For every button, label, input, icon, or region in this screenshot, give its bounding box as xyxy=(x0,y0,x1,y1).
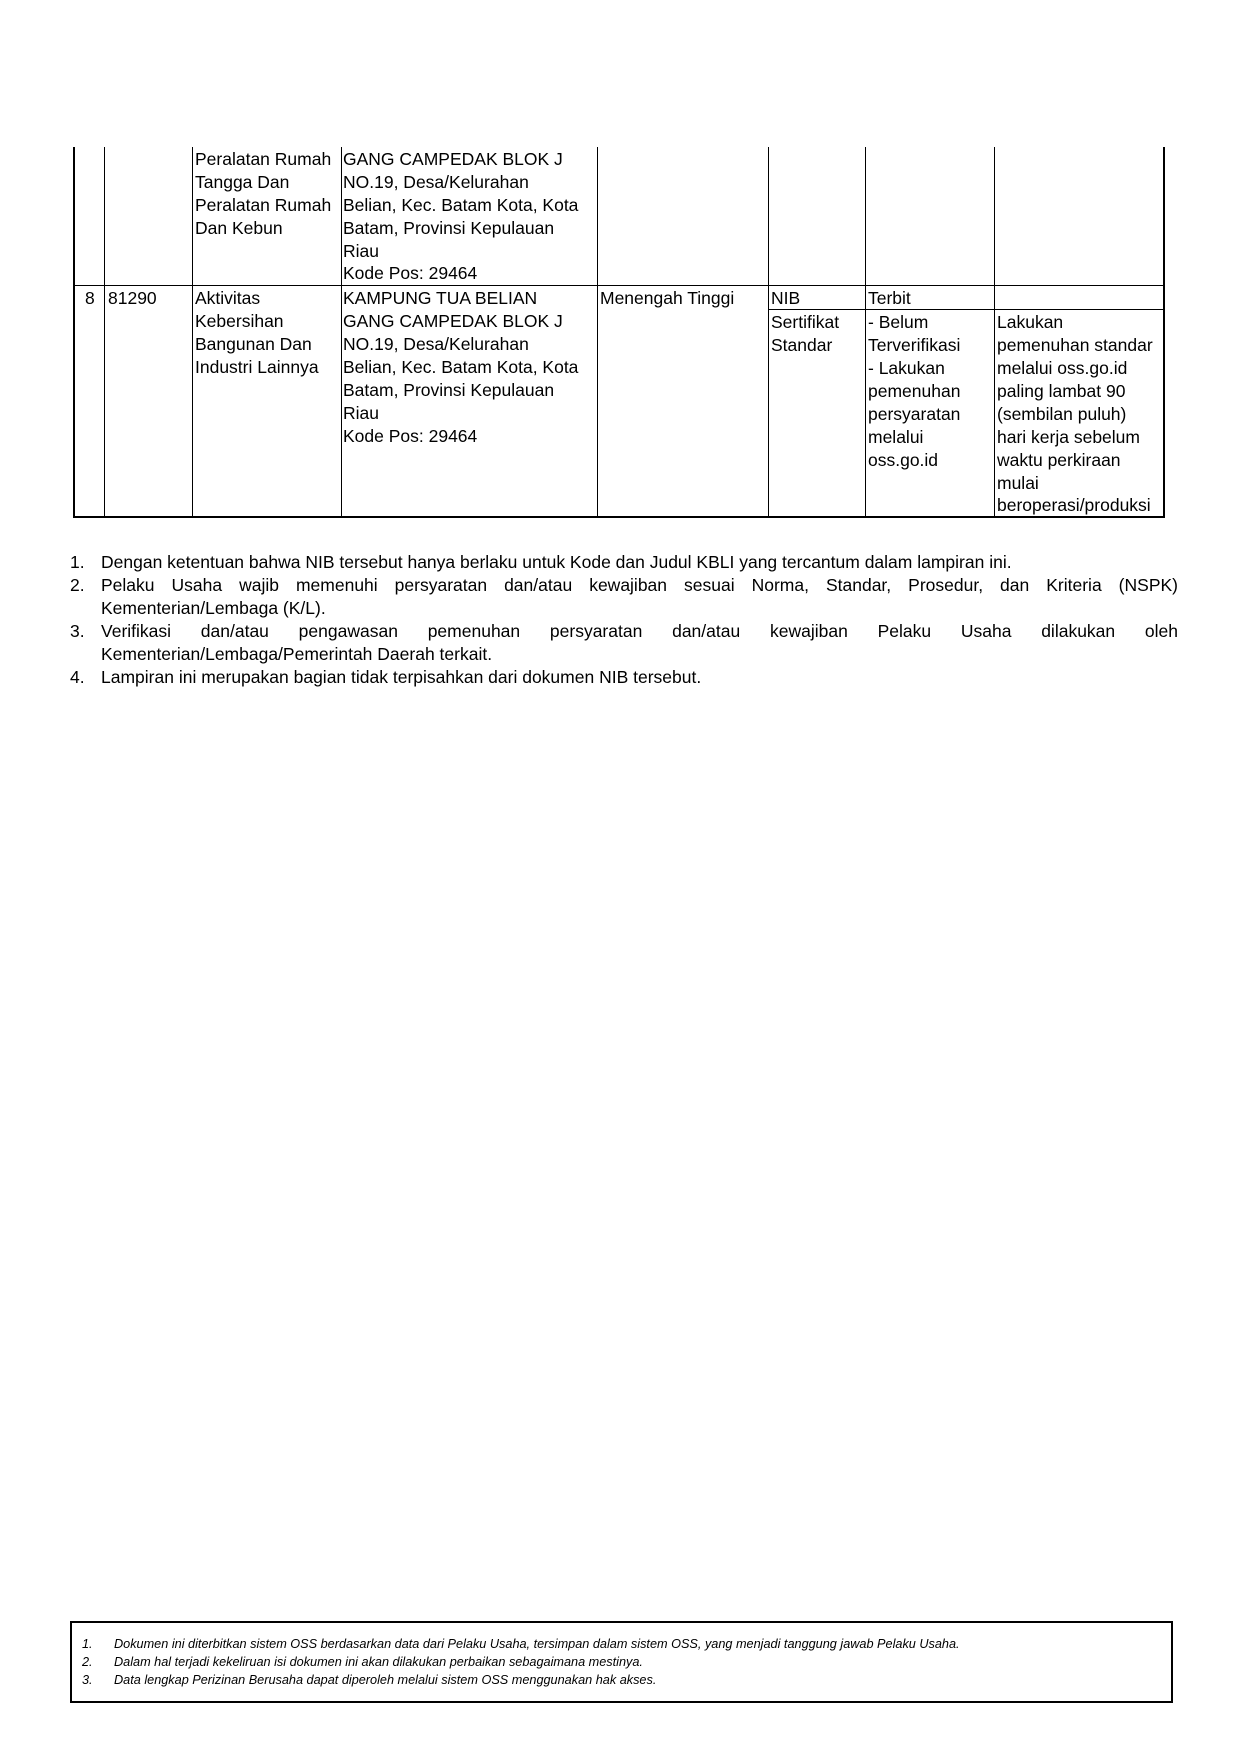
list-item xyxy=(70,551,1178,574)
text-line: GANG CAMPEDAK BLOK J xyxy=(343,149,563,169)
list-text: Verifikasi dan/atau pengawasan pemenuhan persyaratan dan/atau kewajiban Pelaku Usaha dilakukan oleh Kementerian/Lembaga/Pemerintah Daerah terkait. xyxy=(101,621,1178,664)
table-border-left xyxy=(73,147,75,518)
row-divider xyxy=(73,285,1165,286)
text-line: KAMPUNG TUA BELIAN xyxy=(343,288,538,308)
text-line: GANG CAMPEDAK BLOK J xyxy=(343,311,563,331)
text-line: Kode Pos: 29464 xyxy=(343,263,478,283)
footer-text: Dalam hal terjadi kekeliruan isi dokumen ini akan dilakukan perbaikan sebagaimana mestinya. xyxy=(114,1655,643,1669)
text-line: Industri Lainnya xyxy=(195,357,319,377)
notes-list xyxy=(70,551,1178,689)
text-line: Belian, Kec. Batam Kota, Kota xyxy=(343,357,579,377)
table-col-divider xyxy=(192,147,193,518)
text-line: Peralatan Rumah xyxy=(195,149,332,169)
text-line: waktu perkiraan xyxy=(997,450,1121,470)
list-text: Pelaku Usaha wajib memenuhi persyaratan dan/atau kewajiban sesuai Norma, Standar, Prosedur, dan Kriteria (NSPK) Kementerian/Lembaga (K/L). xyxy=(101,575,1178,618)
table-col-divider xyxy=(104,147,105,518)
list-item xyxy=(70,666,1178,689)
text-line: persyaratan xyxy=(868,404,961,424)
list-text: Lampiran ini merupakan bagian tidak terpisahkan dari dokumen NIB tersebut. xyxy=(101,667,702,687)
list-number: 4. xyxy=(70,667,85,687)
text-line: Belian, Kec. Batam Kota, Kota xyxy=(343,195,579,215)
list-item xyxy=(70,620,1178,666)
text-line: Batam, Provinsi Kepulauan xyxy=(343,380,555,400)
text-line: NO.19, Desa/Kelurahan xyxy=(343,172,529,192)
text-line: Peralatan Rumah xyxy=(195,195,332,215)
text-line: Kode Pos: 29464 xyxy=(343,426,478,446)
text-line: - Belum xyxy=(868,312,929,332)
text-line: Lakukan xyxy=(997,312,1064,332)
text-line: Sertifikat xyxy=(771,312,840,332)
text-line: Riau xyxy=(343,403,379,423)
list-number: 1. xyxy=(70,552,85,572)
table-border-right xyxy=(1163,147,1165,518)
footer-text: Data lengkap Perizinan Berusaha dapat diperoleh melalui sistem OSS menggunakan hak akses. xyxy=(114,1673,657,1687)
permit-status: Terbit xyxy=(868,288,911,308)
permit-row-divider xyxy=(768,309,1165,310)
table-col-divider xyxy=(341,147,342,518)
text-line: oss.go.id xyxy=(868,450,939,470)
kbli-code: 81290 xyxy=(108,288,157,308)
footer-number: 1. xyxy=(82,1637,93,1651)
text-line: (sembilan puluh) xyxy=(997,404,1127,424)
table-col-divider xyxy=(994,147,995,518)
text-line: Bangunan Dan xyxy=(195,334,312,354)
text-line: Terverifikasi xyxy=(868,335,961,355)
text-line: Standar xyxy=(771,335,833,355)
text-line: hari kerja sebelum xyxy=(997,427,1140,447)
risk-level: Menengah Tinggi xyxy=(600,288,735,308)
text-line: pemenuhan standar xyxy=(997,335,1153,355)
text-line: Tangga Dan xyxy=(195,172,290,192)
list-item xyxy=(70,574,1178,620)
table-col-divider xyxy=(865,147,866,518)
text-line: paling lambat 90 xyxy=(997,381,1126,401)
text-line: beroperasi/produksi xyxy=(997,495,1151,515)
list-text: Dengan ketentuan bahwa NIB tersebut hanya berlaku untuk Kode dan Judul KBLI yang tercantum dalam lampiran ini. xyxy=(101,552,1012,572)
permit-type: NIB xyxy=(771,288,801,308)
text-line: melalui xyxy=(868,427,924,447)
list-number: 3. xyxy=(70,621,85,641)
table-col-divider xyxy=(768,147,769,518)
text-line: - Lakukan xyxy=(868,358,945,378)
text-line: melalui oss.go.id xyxy=(997,358,1128,378)
text-line: Aktivitas xyxy=(195,288,261,308)
text-line: Dan Kebun xyxy=(195,218,283,238)
text-line: mulai xyxy=(997,473,1039,493)
footer-disclaimer xyxy=(70,1621,1173,1703)
text-line: pemenuhan xyxy=(868,381,961,401)
footer-number: 2. xyxy=(82,1655,93,1669)
text-line: Kebersihan xyxy=(195,311,284,331)
footer-text: Dokumen ini diterbitkan sistem OSS berdasarkan data dari Pelaku Usaha, tersimpan dalam sistem OSS, yang menjadi tanggung jawab Pelaku Usaha. xyxy=(114,1637,960,1651)
list-number: 2. xyxy=(70,575,85,595)
text-line: NO.19, Desa/Kelurahan xyxy=(343,334,529,354)
row-number: 8 xyxy=(85,288,95,308)
table-col-divider xyxy=(597,147,598,518)
text-line: Riau xyxy=(343,241,379,261)
text-line: Batam, Provinsi Kepulauan xyxy=(343,218,555,238)
footer-number: 3. xyxy=(82,1673,93,1687)
